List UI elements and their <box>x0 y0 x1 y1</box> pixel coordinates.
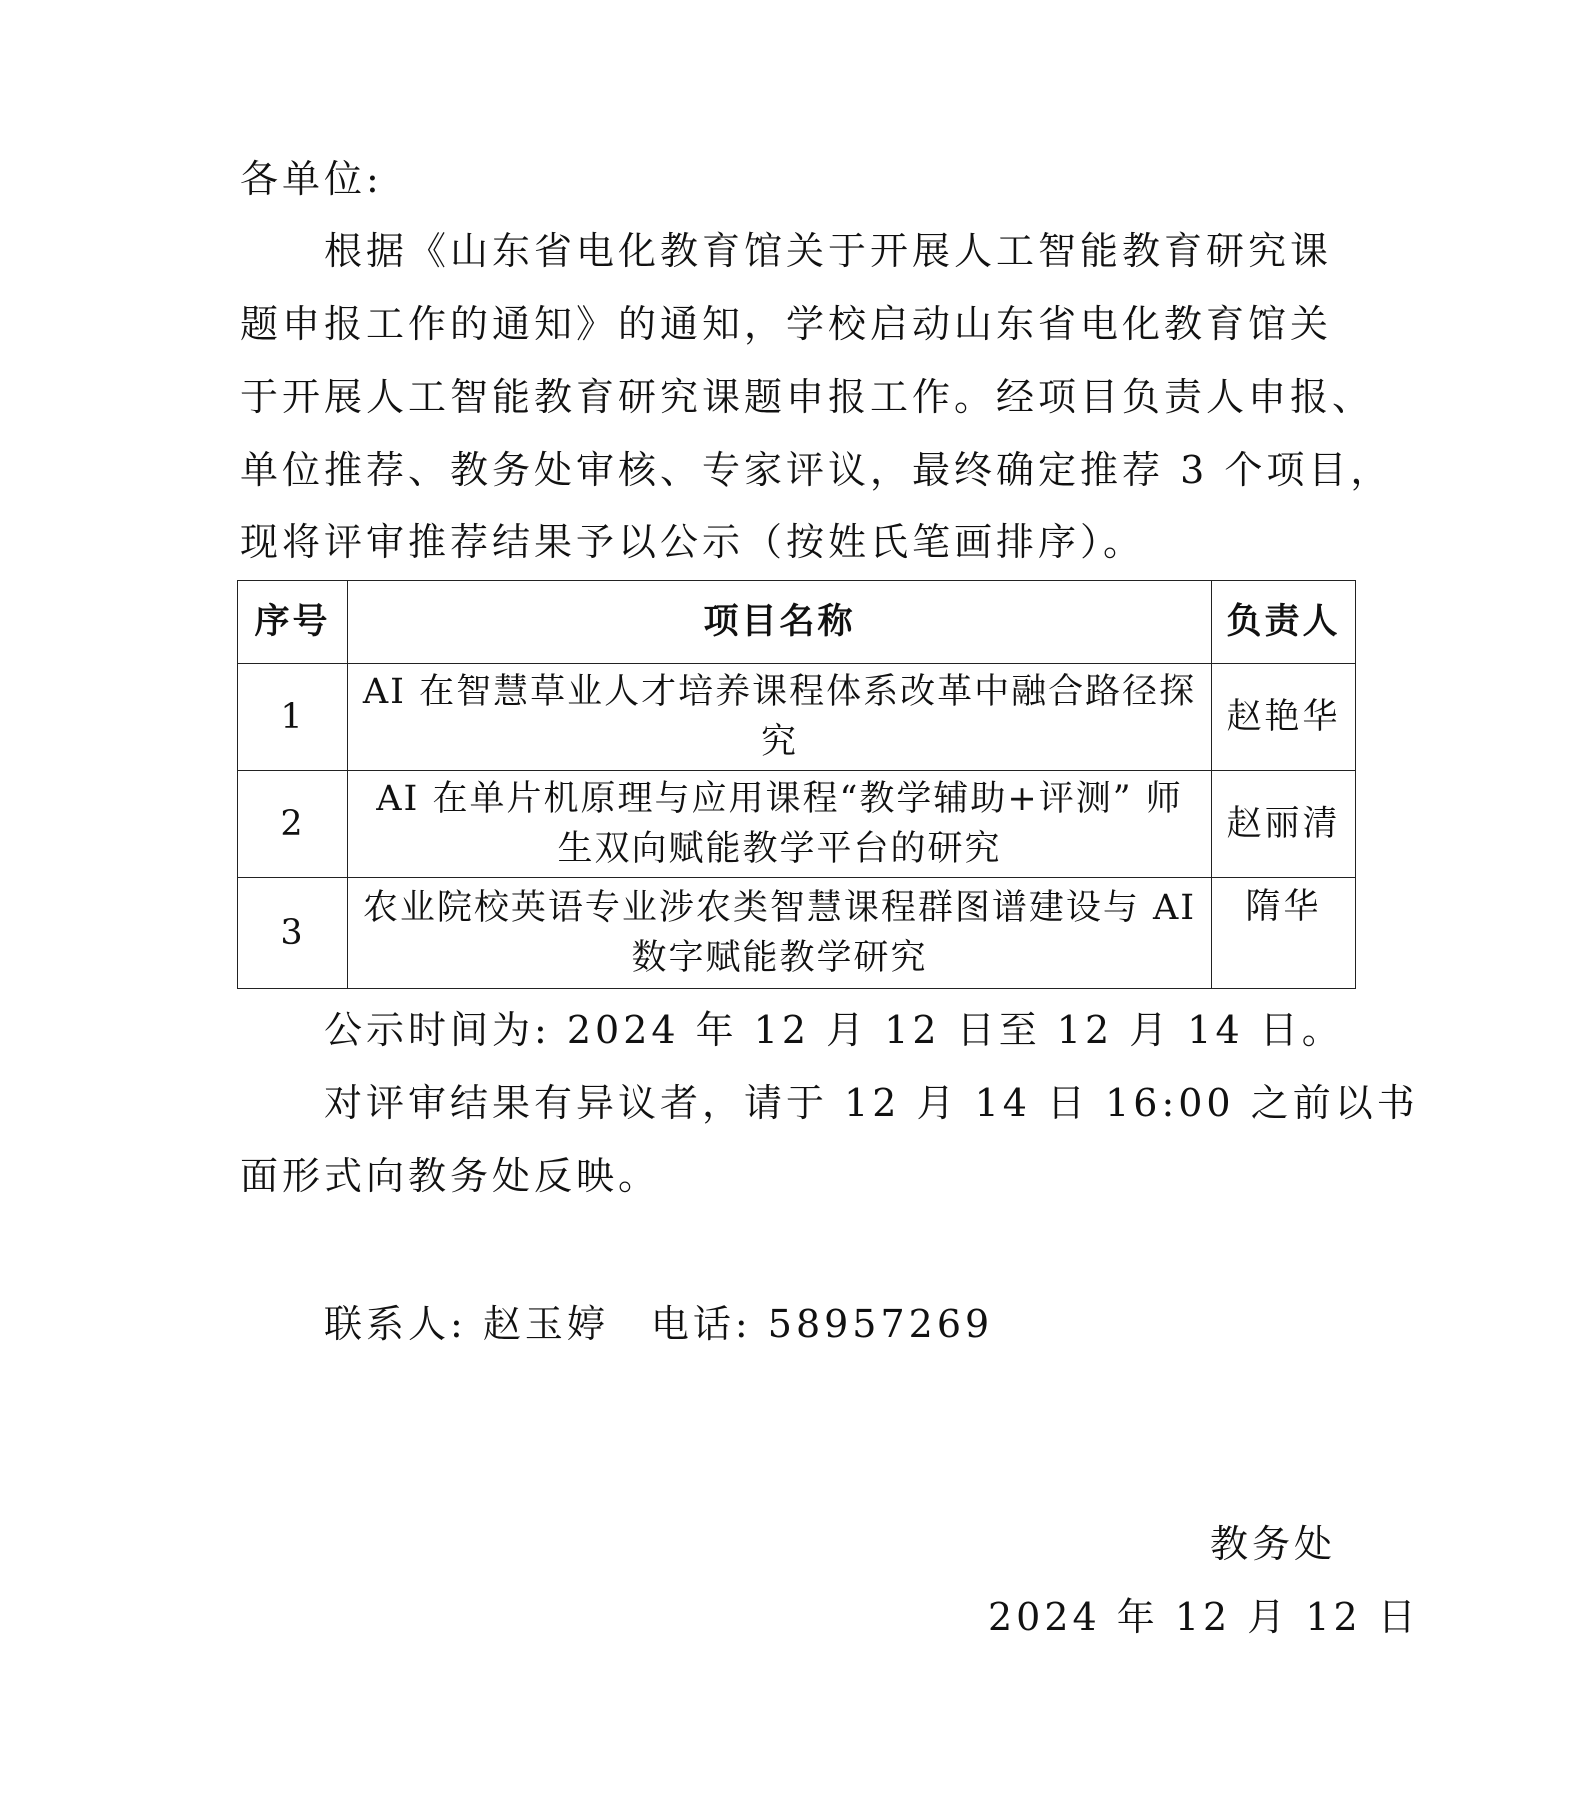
row-project <box>348 664 1212 771</box>
objection-line-2: 面形式向教务处反映。 <box>240 1154 661 1198</box>
notice-period: 公示时间为: 2024 年 12 月 12 日至 12 月 14 日。 <box>324 1008 1344 1052</box>
row-project <box>348 878 1212 989</box>
body-line-4: 单位推荐、教务处审核、专家评议，最终确定推荐 3 个项目， <box>240 448 1393 492</box>
body-line-3: 于开展人工智能教育研究课题申报工作。经项目负责人申报、 <box>240 375 1375 419</box>
body-line-5: 现将评审推荐结果予以公示（按姓氏笔画排序）。 <box>240 520 1146 564</box>
table-header-row <box>238 581 1356 664</box>
project-line: 究 <box>760 722 798 762</box>
body-line-2: 题申报工作的通知》的通知，学校启动山东省电化教育馆关 <box>240 302 1333 346</box>
results-table <box>237 580 1356 989</box>
header-no: 序号 <box>238 581 348 664</box>
contact-info: 联系人: 赵玉婷 电话: 58957269 <box>324 1302 994 1346</box>
header-lead: 负责人 <box>1212 581 1356 664</box>
header-project: 项目名称 <box>348 581 1212 664</box>
table-row <box>238 664 1356 771</box>
row-no: 1 <box>238 664 348 771</box>
salutation: 各单位: <box>240 157 383 201</box>
signature-office: 教务处 <box>1210 1522 1337 1566</box>
row-no: 2 <box>238 771 348 878</box>
project-line: AI 在智慧草业人才培养课程体系改革中融合路径探 <box>362 672 1197 712</box>
project-line: 农业院校英语专业涉农类智慧课程群图谱建设与 AI <box>362 888 1197 928</box>
row-lead: 赵丽清 <box>1212 771 1356 878</box>
body-line-1: 根据《山东省电化教育馆关于开展人工智能教育研究课 <box>324 229 1333 273</box>
project-line: 数字赋能教学研究 <box>631 938 928 978</box>
project-line: 生双向赋能教学平台的研究 <box>557 829 1002 869</box>
row-no: 3 <box>238 878 348 989</box>
table-row <box>238 771 1356 878</box>
objection-line-1: 对评审结果有异议者，请于 12 月 14 日 16:00 之前以书 <box>324 1081 1419 1125</box>
row-project <box>348 771 1212 878</box>
row-lead: 隋华 <box>1212 878 1356 989</box>
row-lead: 赵艳华 <box>1212 664 1356 771</box>
table-row <box>238 878 1356 989</box>
project-line: AI 在单片机原理与应用课程“教学辅助+评测” 师 <box>376 779 1183 819</box>
signature-date: 2024 年 12 月 12 日 <box>988 1595 1420 1639</box>
